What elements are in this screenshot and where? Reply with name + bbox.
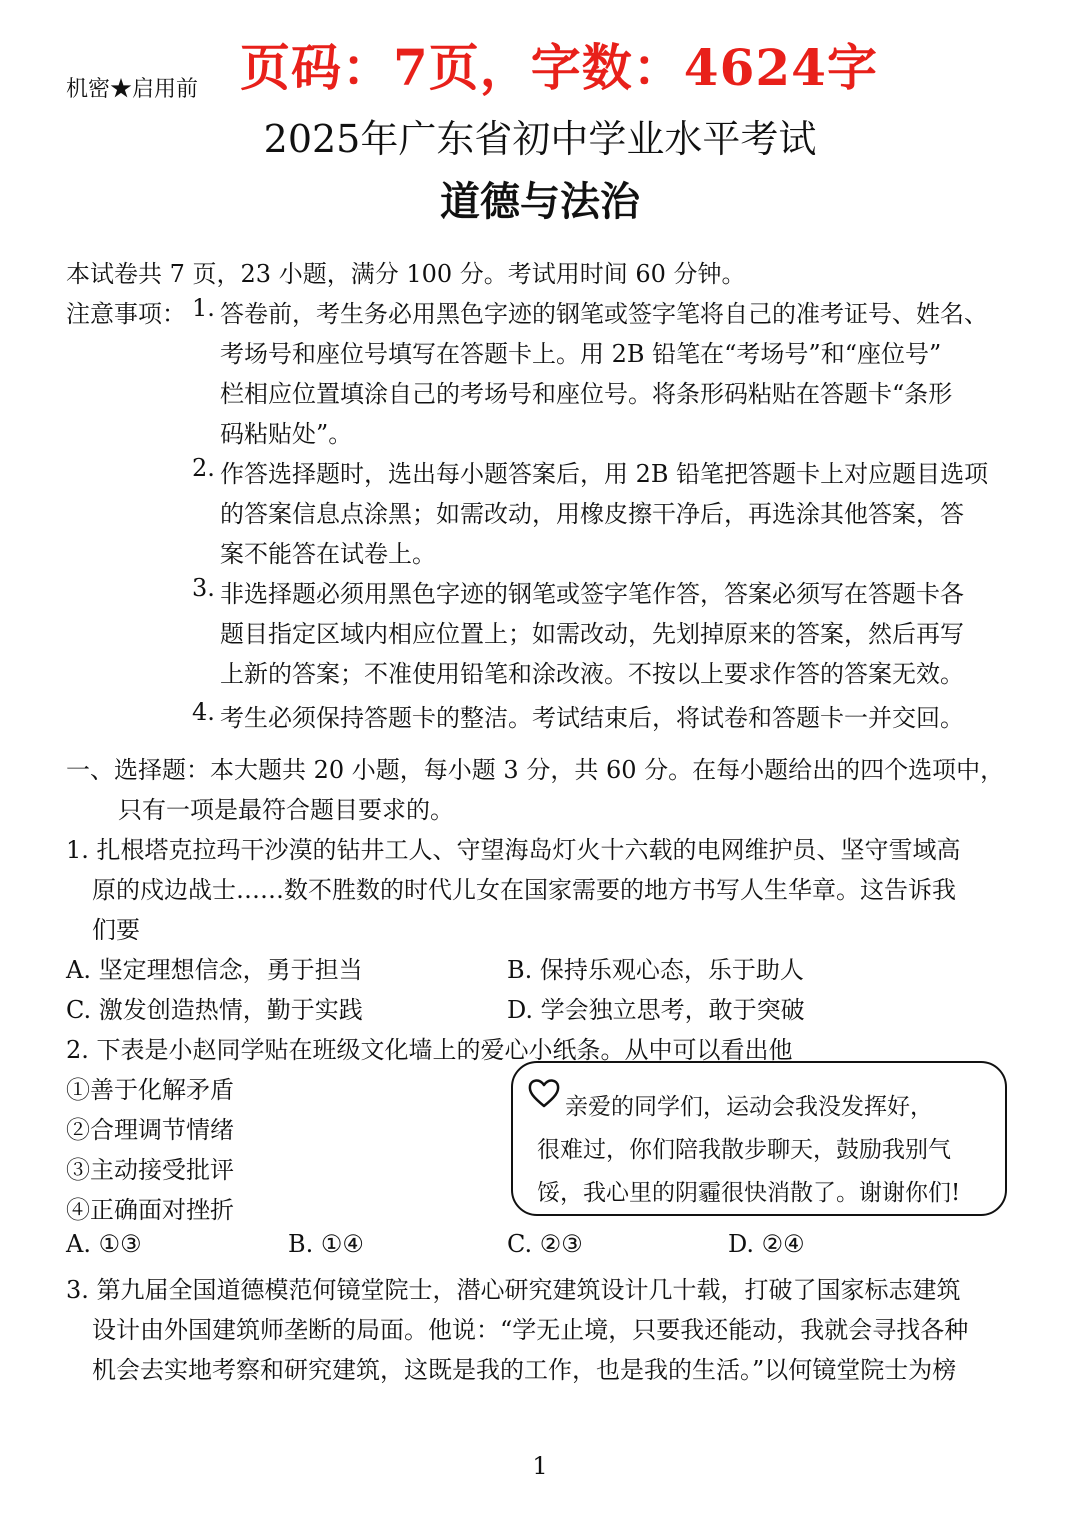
section-heading: 只有一项是最符合题目要求的。	[118, 796, 454, 824]
heart-icon	[527, 1077, 561, 1109]
notice-line: 非选择题必须用黑色字迹的钢笔或签字笔作答，答案必须写在答题卡各	[220, 580, 964, 608]
notice-label: 注意事项：	[66, 300, 186, 328]
question-2-option-a: A. ①③	[66, 1230, 142, 1258]
question-3-stem: 机会去实地考察和研究建筑，这既是我的工作，也是我的生活。”以何镜堂院士为榜	[92, 1356, 957, 1384]
question-1-option-d: D. 学会独立思考，敢于突破	[507, 996, 805, 1024]
question-2-option-d: D. ②④	[728, 1230, 805, 1258]
section-heading: 一、选择题：本大题共 20 小题，每小题 3 分，共 60 分。在每小题给出的四个选项中，	[66, 756, 1005, 784]
exam-intro: 本试卷共 7 页，23 小题，满分 100 分。考试用时间 60 分钟。	[66, 260, 746, 288]
question-2-option-c: C. ②③	[507, 1230, 583, 1258]
notice-item-number: 2.	[192, 454, 215, 482]
subject-title: 道德与法治	[440, 179, 640, 225]
statement-item: ①善于化解矛盾	[66, 1076, 234, 1104]
notice-line: 案不能答在试卷上。	[220, 540, 436, 568]
notice-item-number: 4.	[192, 698, 215, 726]
notice-line: 栏相应位置填涂自己的考场号和座位号。将条形码粘贴在答题卡“条形	[220, 380, 953, 408]
page-count-banner: 页码：7页，字数：4624字	[240, 38, 878, 97]
statement-item: ②合理调节情绪	[66, 1116, 234, 1144]
note-line: 很难过，你们陪我散步聊天，鼓励我别气	[537, 1137, 951, 1163]
statement-item: ③主动接受批评	[66, 1156, 234, 1184]
question-1-option-a: A. 坚定理想信念，勇于担当	[66, 956, 363, 984]
question-3-stem: 3. 第九届全国道德模范何镜堂院士，潜心研究建筑设计几十载，打破了国家标志建筑	[66, 1276, 961, 1304]
question-1-stem: 们要	[92, 916, 140, 944]
question-1-option-b: B. 保持乐观心态，乐于助人	[507, 956, 804, 984]
notice-item-number: 1.	[192, 294, 215, 322]
question-1-stem: 1. 扎根塔克拉玛干沙漠的钻井工人、守望海岛灯火十六载的电网维护员、坚守雪域高	[66, 836, 961, 864]
question-1-option-c: C. 激发创造热情，勤于实践	[66, 996, 363, 1024]
notice-item-number: 3.	[192, 574, 215, 602]
note-line: 馁，我心里的阴霾很快消散了。谢谢你们!	[537, 1180, 961, 1206]
question-3-stem: 设计由外国建筑师垄断的局面。他说：“学无止境，只要我还能动，我就会寻找各种	[92, 1316, 969, 1344]
exam-title: 2025年广东省初中学业水平考试	[263, 117, 817, 161]
question-1-stem: 原的戍边战士……数不胜数的时代儿女在国家需要的地方书写人生华章。这告诉我	[92, 876, 956, 904]
notice-line: 答卷前，考生务必用黑色字迹的钢笔或签字笔将自己的准考证号、姓名、	[220, 300, 988, 328]
note-line: 亲爱的同学们，运动会我没发挥好，	[565, 1094, 933, 1120]
notice-line: 上新的答案；不准使用铅笔和涂改液。不按以上要求作答的答案无效。	[220, 660, 964, 688]
confidential-label: 机密★启用前	[66, 77, 199, 102]
notice-line: 题目指定区域内相应位置上；如需改动，先划掉原来的答案，然后再写	[220, 620, 964, 648]
notice-line: 作答选择题时，选出每小题答案后，用 2B 铅笔把答题卡上对应题目选项	[220, 460, 989, 488]
notice-line: 码粘贴处”。	[220, 420, 353, 448]
love-note-box	[511, 1061, 1007, 1216]
question-2-stem: 2. 下表是小赵同学贴在班级文化墙上的爱心小纸条。从中可以看出他	[66, 1036, 793, 1064]
notice-line: 考生必须保持答题卡的整洁。考试结束后，将试卷和答题卡一并交回。	[220, 704, 964, 732]
statement-item: ④正确面对挫折	[66, 1196, 234, 1224]
notice-line: 的答案信息点涂黑；如需改动，用橡皮擦干净后，再选涂其他答案，答	[220, 500, 964, 528]
page-number: 1	[532, 1452, 548, 1480]
notice-line: 考场号和座位号填写在答题卡上。用 2B 铅笔在“考场号”和“座位号”	[220, 340, 942, 368]
question-2-option-b: B. ①④	[288, 1230, 364, 1258]
